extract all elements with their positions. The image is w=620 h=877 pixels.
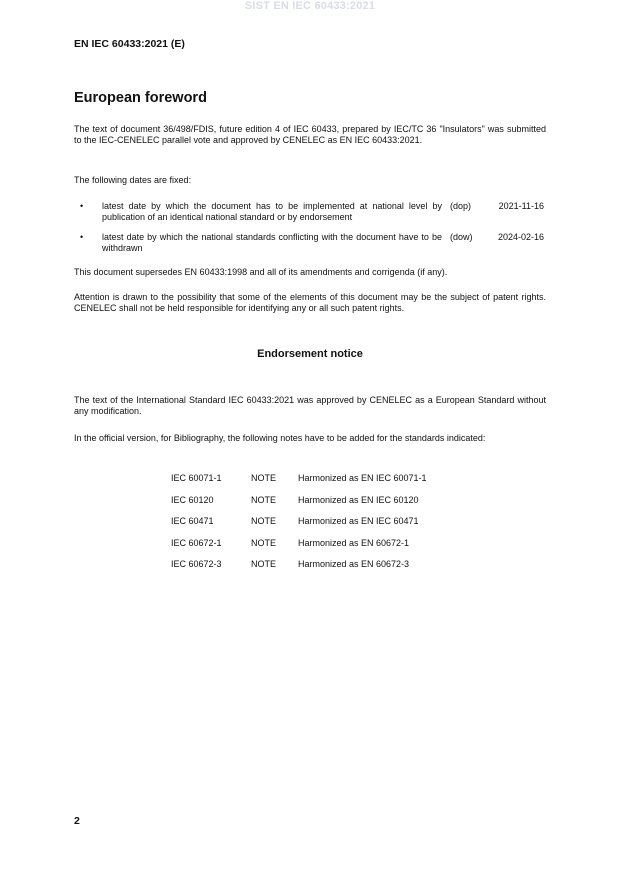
document-id: EN IEC 60433:2021 (E) — [74, 38, 185, 50]
date-item-abbr: (dop) — [450, 201, 472, 211]
note-row — [171, 473, 491, 495]
dates-intro: The following dates are fixed: — [74, 175, 192, 185]
note-label: NOTE — [251, 516, 277, 526]
date-item-abbr: (dow) — [450, 232, 473, 242]
foreword-title: European foreword — [74, 90, 207, 106]
bullet-icon: • — [80, 232, 84, 242]
page-number: 2 — [74, 815, 80, 827]
endorsement-text: The text of the International Standard IEC 60433:2021 was approved by CENELEC as a European Standard without any modification. — [74, 395, 546, 416]
note-harmonized: Harmonized as EN IEC 60071-1 — [298, 473, 427, 483]
official-version-text: In the official version, for Bibliography, the following notes have to be added for the standards indicated: — [74, 433, 486, 443]
watermark: SIST EN IEC 60433:2021 — [244, 0, 376, 12]
note-harmonized: Harmonized as EN 60672-1 — [298, 537, 410, 548]
note-label: NOTE — [251, 537, 277, 548]
note-standard: IEC 60120 — [171, 494, 214, 505]
endorsement-title: Endorsement notice — [257, 348, 363, 360]
foreword-intro: The text of document 36/498/FDIS, future edition 4 of IEC 60433, prepared by IEC/TC 36 "Insulators" was submitted to the IEC-CENELEC parallel vote and approved by CENELEC as EN IEC 60433:2021. — [74, 124, 546, 145]
note-row — [171, 495, 491, 517]
bibliography-notes — [171, 473, 491, 581]
note-row — [171, 538, 491, 560]
date-item-date: 2024-02-16 — [497, 232, 544, 242]
note-label: NOTE — [251, 473, 277, 483]
note-label: NOTE — [251, 494, 277, 505]
note-standard: IEC 60071-1 — [171, 473, 222, 483]
note-standard: IEC 60672-1 — [171, 537, 222, 548]
attention-paragraph: Attention is drawn to the possibility that some of the elements of this document may be the subject of patent rights. CENELEC shall not be held responsible for identifying any or all such patent rights. — [74, 292, 546, 313]
supersedes-paragraph: This document supersedes EN 60433:1998 and all of its amendments and corrigenda (if any). — [74, 267, 448, 277]
note-row — [171, 559, 491, 581]
date-item-date: 2021-11-16 — [498, 201, 544, 211]
note-harmonized: Harmonized as EN 60672-3 — [298, 559, 410, 569]
note-row — [171, 516, 491, 538]
note-harmonized: Harmonized as EN IEC 60120 — [298, 494, 419, 505]
date-item-text: latest date by which the national standards conflicting with the document have to be withdrawn — [102, 232, 442, 253]
date-item-dop — [74, 201, 546, 225]
note-label: NOTE — [251, 559, 277, 569]
note-standard: IEC 60471 — [171, 516, 214, 526]
note-standard: IEC 60672-3 — [171, 559, 222, 569]
date-item-dow — [74, 232, 546, 256]
note-harmonized: Harmonized as EN IEC 60471 — [298, 516, 419, 526]
bullet-icon: • — [80, 201, 84, 211]
date-item-text: latest date by which the document has to be implemented at national level by publication of an identical national standard or by endorsement — [102, 201, 442, 222]
